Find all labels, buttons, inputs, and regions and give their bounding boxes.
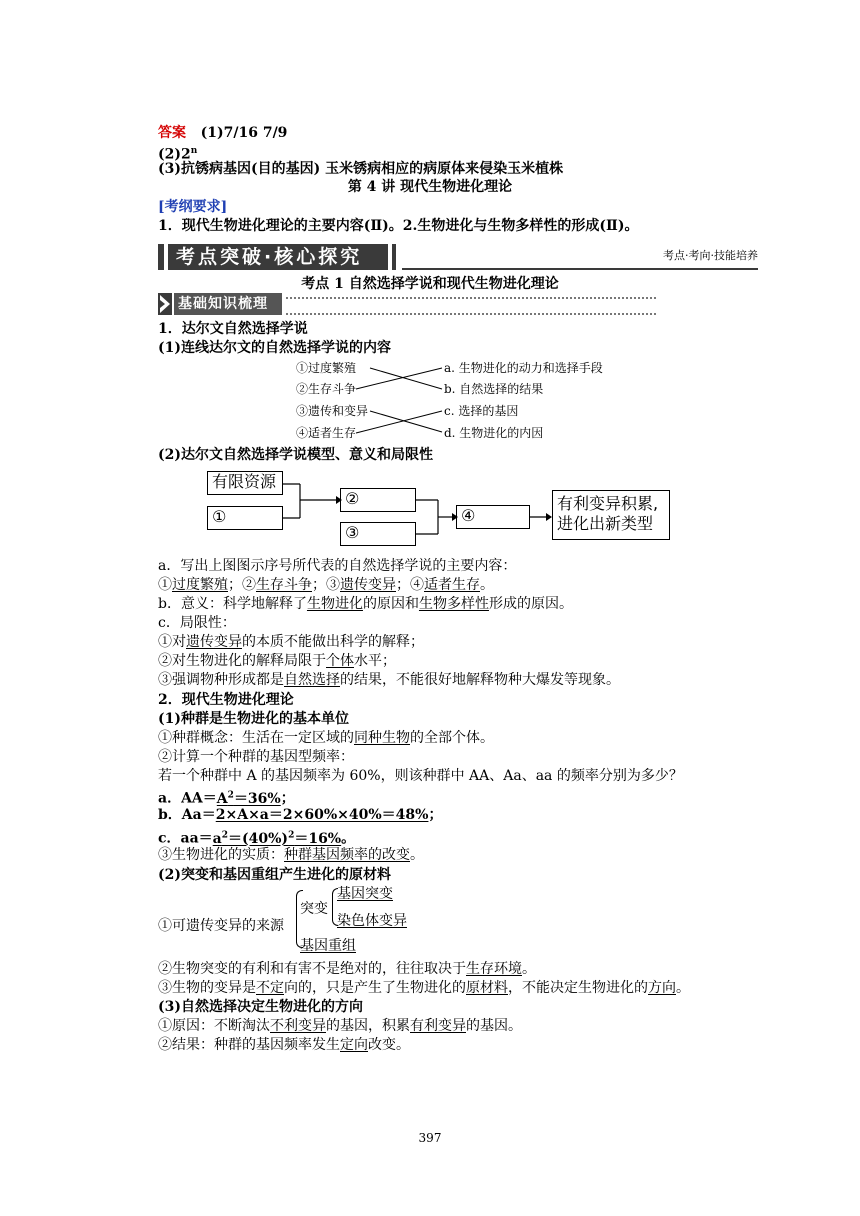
item-c: c．局限性： <box>158 615 236 631</box>
match-right-a: a. 生物进化的动力和选择手段 <box>444 361 603 375</box>
section-2-2c <box>158 979 690 997</box>
calc-rr-sup-2: 2 <box>288 830 295 840</box>
item-a: a．写出上图图示序号所代表的自然选择学说的主要内容： <box>158 558 517 574</box>
section-2-title: 2．现代生物进化理论 <box>158 692 294 708</box>
s22c-blank-2: 原材料 <box>466 980 508 996</box>
match-left-3: ③遗传和变异 <box>296 404 369 418</box>
sub-banner-title: 基础知识梳理 <box>174 293 282 315</box>
calc-aa-text: ； <box>280 790 295 807</box>
s22c-text: ，不能决定生物进化的 <box>508 980 648 996</box>
a-ans-blank-2: 生存斗争 <box>256 577 312 593</box>
banner-tagline: 考点·考向·技能培养 <box>663 249 758 262</box>
calc-rr-sup: 2 <box>221 830 229 840</box>
c2-text: 水平； <box>354 653 396 669</box>
a-ans-text: 。 <box>480 577 494 593</box>
item-c-2 <box>158 652 396 670</box>
match-left-1: ①过度繁殖 <box>296 361 357 375</box>
section-2-1c <box>158 846 424 864</box>
section-2-1a <box>158 729 494 747</box>
section-2-2: (2)突变和基因重组产生进化的原材料 <box>158 867 391 883</box>
match-lines <box>0 0 860 460</box>
s22c-blank-1: 不定 <box>256 980 284 996</box>
section-1-1: (1)连线达尔文的自然选择学说的内容 <box>158 340 391 356</box>
result-line-1: 有利变异积累, <box>557 494 659 513</box>
item-c-1 <box>158 633 424 651</box>
item-c-3 <box>158 671 620 689</box>
variation-chromosome <box>337 912 407 930</box>
s22c-blank-3: 方向 <box>648 980 676 996</box>
a-ans-text: ① <box>158 577 172 593</box>
point-title: 考点 1 自然选择学说和现代生物进化理论 <box>301 276 559 292</box>
banner-title: 考点突破·核心探究 <box>176 246 363 268</box>
s23a-blank-1: 不利变异 <box>270 1018 326 1034</box>
b-text: 的原因和 <box>362 596 419 612</box>
item-b <box>158 595 573 613</box>
calc-rr-base: a <box>212 830 222 847</box>
s23a-text: 的基因。 <box>466 1018 522 1034</box>
section-2-2b <box>158 960 536 978</box>
model-connectors <box>0 460 860 560</box>
match-left-2: ②生存斗争 <box>296 382 357 396</box>
a-ans-blank-3: 遗传变异 <box>340 577 396 593</box>
box-1: ① <box>207 506 283 530</box>
variation-recombination <box>300 937 356 955</box>
c1-text: 的本质不能做出科学的解释； <box>242 634 424 650</box>
calc-rr-text: 。 <box>341 830 356 847</box>
section-2-1: (1)种群是生物进化的基本单位 <box>158 711 349 727</box>
calc-rr-blank <box>213 831 341 847</box>
question: 若一个种群中 A 的基因频率为 60%，则该种群中 AA、Aa、aa 的频率分别为多少？ <box>158 768 683 784</box>
a-ans-blank-1: 过度繁殖 <box>172 577 228 593</box>
match-right-c: c. 选择的基因 <box>444 404 519 418</box>
a-ans-text: ；④ <box>396 577 424 593</box>
calc-aa-result: ＝36% <box>233 790 281 807</box>
section-1-2: (2)达尔文自然选择学说模型、意义和局限性 <box>158 447 433 463</box>
c2-text: ②对生物进化的解释局限于 <box>158 653 326 669</box>
calc-aa-base: A <box>216 790 228 807</box>
box-limited-resources: 有限资源 <box>207 471 283 495</box>
s22b-blank: 生存环境 <box>466 961 522 977</box>
c1-text: ①对 <box>158 634 186 650</box>
s21a-blank: 同种生物 <box>354 730 410 746</box>
syllabus-heading: [考纲要求] <box>158 199 228 215</box>
answer-label: 答案 <box>158 125 186 141</box>
box-3: ③ <box>340 522 416 546</box>
match-right-d: d. 生物进化的内因 <box>444 426 544 440</box>
s21c-text: 。 <box>410 847 424 863</box>
a-ans-text: ；② <box>228 577 256 593</box>
c3-blank: 自然选择 <box>284 672 340 688</box>
s22b-text: 。 <box>522 961 536 977</box>
a-ans-text: ；③ <box>312 577 340 593</box>
s22c-text: 。 <box>676 980 690 996</box>
item-a-answer <box>158 576 494 594</box>
variation-root: ①可遗传变异的来源 <box>158 918 284 934</box>
calc-aa-recessive <box>158 826 355 848</box>
s21a-text: ①种群概念：生活在一定区域的 <box>158 730 354 746</box>
calc-ab-text: b．Aa＝ <box>158 807 216 823</box>
result-line-2: 进化出新类型 <box>557 514 654 533</box>
calc-aa-text: a．AA＝ <box>158 790 217 807</box>
s21c-text: ③生物进化的实质： <box>158 847 284 863</box>
calc-ab-blank: 2×A×a＝2×60%×40%＝48% <box>215 807 429 823</box>
section-2-3a <box>158 1017 522 1035</box>
s21c-blank: 种群基因频率的改变 <box>284 847 410 863</box>
calc-rr-mid: ＝(40%) <box>228 830 289 847</box>
match-line-4c <box>356 411 442 433</box>
b-text: 形成的原因。 <box>488 596 573 612</box>
calc-rr-text: c．aa＝ <box>158 830 213 847</box>
calc-aa-hetero <box>158 806 442 824</box>
b-text: b．意义：科学地解释了 <box>158 596 307 612</box>
calc-aa <box>158 786 295 808</box>
b-blank-1: 生物进化 <box>306 596 363 612</box>
c1-blank: 遗传变异 <box>186 634 242 650</box>
lecture-title: 第 4 讲 现代生物进化理论 <box>347 179 513 195</box>
answer-part-2-sup: n <box>190 146 198 156</box>
s22c-text: ③生物的变异是 <box>158 980 256 996</box>
page-number: 397 <box>418 1131 442 1145</box>
recombination-blank: 基因重组 <box>300 938 356 954</box>
c3-text: 的结果，不能很好地解释物种大爆发等现象。 <box>340 672 620 688</box>
box-2: ② <box>340 488 416 512</box>
s22b-text: ②生物突变的有利和有害不是绝对的，往往取决于 <box>158 961 466 977</box>
s23a-text: 的基因，积累 <box>326 1018 410 1034</box>
calc-ab-text: ； <box>428 807 443 823</box>
box-4: ④ <box>456 505 530 529</box>
chromosome-blank: 染色体变异 <box>337 913 407 929</box>
s23a-blank-2: 有利变异 <box>410 1018 466 1034</box>
match-left-4: ④适者生存 <box>296 426 357 440</box>
section-2-3b <box>158 1036 410 1054</box>
a-ans-blank-4: 适者生存 <box>424 577 480 593</box>
match-line-2a <box>356 368 442 389</box>
c3-text: ③强调物种形成都是 <box>158 672 284 688</box>
s23a-text: ①原因：不断淘汰 <box>158 1018 270 1034</box>
s22c-text: 向的，只是产生了生物进化的 <box>284 980 466 996</box>
section-2-1b: ②计算一个种群的基因型频率： <box>158 749 354 765</box>
calc-aa-blank <box>217 791 281 807</box>
variation-gene-mutation <box>337 885 393 903</box>
syllabus-text: 1．现代生物进化理论的主要内容(Ⅱ)。2.生物进化与生物多样性的形成(Ⅱ)。 <box>158 218 639 234</box>
s21a-text: 的全部个体。 <box>410 730 494 746</box>
s23b-blank: 定向 <box>340 1037 368 1053</box>
answer-part-3: (3)抗锈病基因(目的基因) 玉米锈病相应的病原体来侵染玉米植株 <box>158 161 564 177</box>
variation-mutation: 突变 <box>300 901 328 917</box>
c2-blank: 个体 <box>326 653 354 669</box>
answer-part-1: (1)7/16 7/9 <box>200 125 288 141</box>
match-right-b: b. 自然选择的结果 <box>444 382 544 396</box>
gene-mutation-blank: 基因突变 <box>337 886 393 902</box>
calc-rr-result: ＝16% <box>294 830 342 847</box>
s23b-text: ②结果：种群的基因频率发生 <box>158 1037 340 1053</box>
s23b-text: 改变。 <box>368 1037 410 1053</box>
section-2-3: (3)自然选择决定生物进化的方向 <box>158 999 363 1015</box>
calc-aa-sup: 2 <box>227 790 234 800</box>
answer-part-2: (2)2 <box>158 146 191 163</box>
b-blank-2: 生物多样性 <box>418 596 489 612</box>
section-1-title: 1．达尔文自然选择学说 <box>158 321 308 337</box>
